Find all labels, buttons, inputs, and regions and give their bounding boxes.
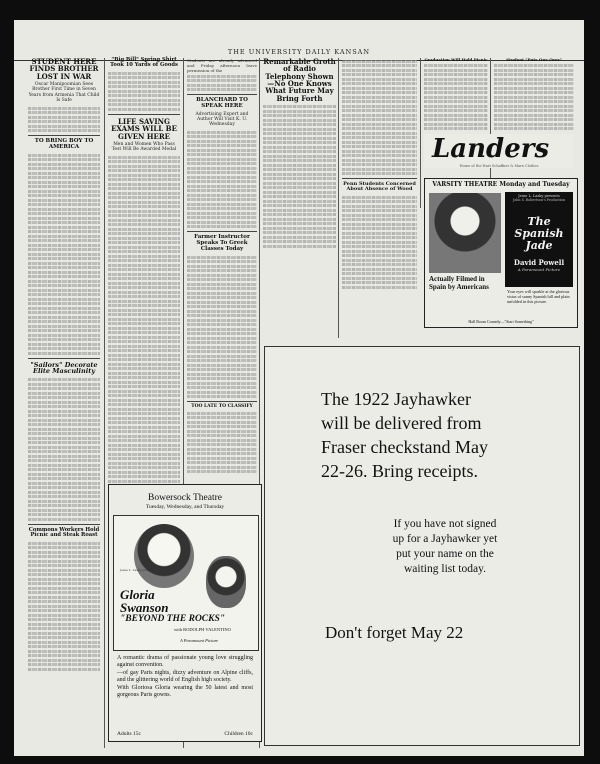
varsity-tag: A Paramount Picture <box>517 267 561 272</box>
headline-too-late: TOO LATE TO CLASSIFY <box>191 404 253 409</box>
article-text <box>28 107 100 133</box>
article-text <box>263 105 336 248</box>
column-6 <box>424 58 488 132</box>
masthead: THE UNIVERSITY DAILY KANSAN <box>14 48 584 61</box>
varsity-production: John S. Robertson's Production <box>512 198 566 202</box>
spanish-jade-panel <box>505 192 573 287</box>
article-text <box>494 64 574 130</box>
jayhawker-note-2: up for a Jayhawker yet <box>392 533 498 545</box>
column-3 <box>187 58 257 475</box>
subhead: Advertising Expert and Author Will Visit K. U. Wednesday <box>195 111 249 128</box>
bowersock-body-2: —of gay Paris nights, dizzy adventure on Alpine cliffs, and the glittering world of English high society. <box>117 669 253 684</box>
jayhawker-note-4: waiting list today. <box>404 563 486 575</box>
jayhawker-lines <box>321 387 488 483</box>
classifieds <box>187 412 257 474</box>
column-2 <box>108 58 180 498</box>
column-1 <box>28 58 100 672</box>
intro-text: Students are already advanced and Friday afternoon leave permission of the <box>187 58 257 73</box>
bowersock-body-3: With Gloriosa Gloria wearing the 50 latest and most gorgeous Paris gowns. <box>117 684 253 699</box>
article-text <box>28 378 100 521</box>
varsity-actual: Actually Filmed in Spain by Americans <box>429 275 489 291</box>
varsity-presents: Jesse L. Lasky presents <box>518 194 560 198</box>
jayhawker-ad <box>264 346 580 746</box>
bowersock-film-panel <box>113 515 259 651</box>
subhead: Men and Women Who Pass Test Will Be Awarded Medal <box>111 141 177 153</box>
jayhawker-note-3: put your name on the <box>396 548 494 560</box>
headline-puts-one-over: Student "Puts One Over" <box>506 57 562 62</box>
bowersock-director: A Paramount Picture <box>180 638 219 643</box>
varsity-title: VARSITY THEATRE Monday and Tuesday <box>432 181 570 188</box>
headline-blanchard: BLANCHARD TO SPEAK HERE <box>196 97 248 109</box>
headline-life-saving: LIFE SAVING EXAMS WILL BE GIVEN HERE <box>111 116 177 141</box>
bowersock-with: with RODOLPH VALENTINO <box>174 627 231 632</box>
bowersock-title: Bowersock Theatre <box>148 493 222 503</box>
subhead: Oscar Manipoomian Sees Brother First Time in Seven Years from Armenia That Child Is Safe <box>28 82 100 104</box>
varsity-film-title: The Spanish Jade <box>514 215 564 252</box>
swanson-portrait <box>134 524 194 588</box>
headline-commons-picnic: Commons Workers Hold Picnic and Steak Roast <box>28 526 100 539</box>
column-rule <box>420 58 421 208</box>
column-5 <box>342 58 417 290</box>
bowersock-adults: Adults 15c <box>117 731 141 737</box>
bowersock-theatre-ad <box>108 484 262 742</box>
bowersock-body <box>117 655 253 699</box>
bowersock-film: "BEYOND THE ROCKS" <box>120 614 226 624</box>
article-text <box>28 542 100 671</box>
headline-penn-students: Penn Students Concerned About Absence of Wood <box>343 181 416 193</box>
varsity-portrait <box>429 193 501 273</box>
jayhawker-note-1: If you have not signed <box>393 518 497 530</box>
headline-graduation-picnic: Graduation Will Hold Picnic <box>424 57 488 62</box>
landers-sub: Home of the Hart Schaffner & Marx Clothes <box>459 164 539 168</box>
headline-big-bill: "Big Bill" Spring Shirt Took 10 Yards of Goods <box>110 57 178 69</box>
article-text <box>28 154 100 355</box>
article-text <box>342 60 417 176</box>
headline-farmer-instructor: Farmer Instructor Speaks To Greek Classes Today <box>194 234 250 252</box>
valentino-portrait <box>206 556 246 608</box>
jayhawker-line-4: 22-26. Bring receipts. <box>321 461 478 481</box>
varsity-desc: Your eyes will sparkle at the glorious vistas of sunny Spanish hill and plain unfolded in this picture. <box>507 289 570 305</box>
varsity-theatre-ad <box>424 178 578 328</box>
landers-ad <box>424 134 574 168</box>
column-rule <box>338 58 339 338</box>
jayhawker-line-3: Fraser checkstand May <box>321 437 488 457</box>
headline-sailors: "Sailors" Decorate Elite Masculinity <box>30 360 98 376</box>
jayhawker-note <box>365 517 525 577</box>
article-text <box>187 256 257 399</box>
bowersock-presents: Jesse L. Lasky presents <box>120 568 156 572</box>
article-text <box>342 196 417 289</box>
article-text <box>187 131 257 229</box>
headline-radio: Remarkable Groth of Radio Telephony Shown—No One Knows What Future May Bring Forth <box>263 57 336 103</box>
column-4 <box>263 58 336 249</box>
bowersock-body-1: A romantic drama of passionate young love struggling against convention. <box>117 655 253 669</box>
bowersock-star: Gloria Swanson <box>120 587 169 615</box>
varsity-actor: David Powell <box>513 258 565 267</box>
jayhawker-footer: Don't forget May 22 <box>325 623 464 642</box>
article-text <box>187 75 257 92</box>
headline-bring-boy: TO BRING BOY TO AMERICA <box>34 138 94 150</box>
varsity-extra: Hall Room Comedy—"Start Something" <box>468 319 534 324</box>
headline-brother-lost: STUDENT HERE FINDS BROTHER LOST IN WAR <box>29 57 99 81</box>
jayhawker-line-1: The 1922 Jayhawker <box>321 389 471 409</box>
article-text <box>108 72 180 111</box>
column-7 <box>494 58 574 132</box>
article-text <box>424 64 488 130</box>
bowersock-children: Children 10c <box>224 731 253 737</box>
bowersock-days: Tuesday, Wednesday, and Thursday <box>145 504 225 510</box>
landers-logo: Landers <box>432 134 550 164</box>
article-text <box>108 156 180 497</box>
column-rule <box>104 58 105 748</box>
jayhawker-line-2: will be delivered from <box>321 413 482 433</box>
